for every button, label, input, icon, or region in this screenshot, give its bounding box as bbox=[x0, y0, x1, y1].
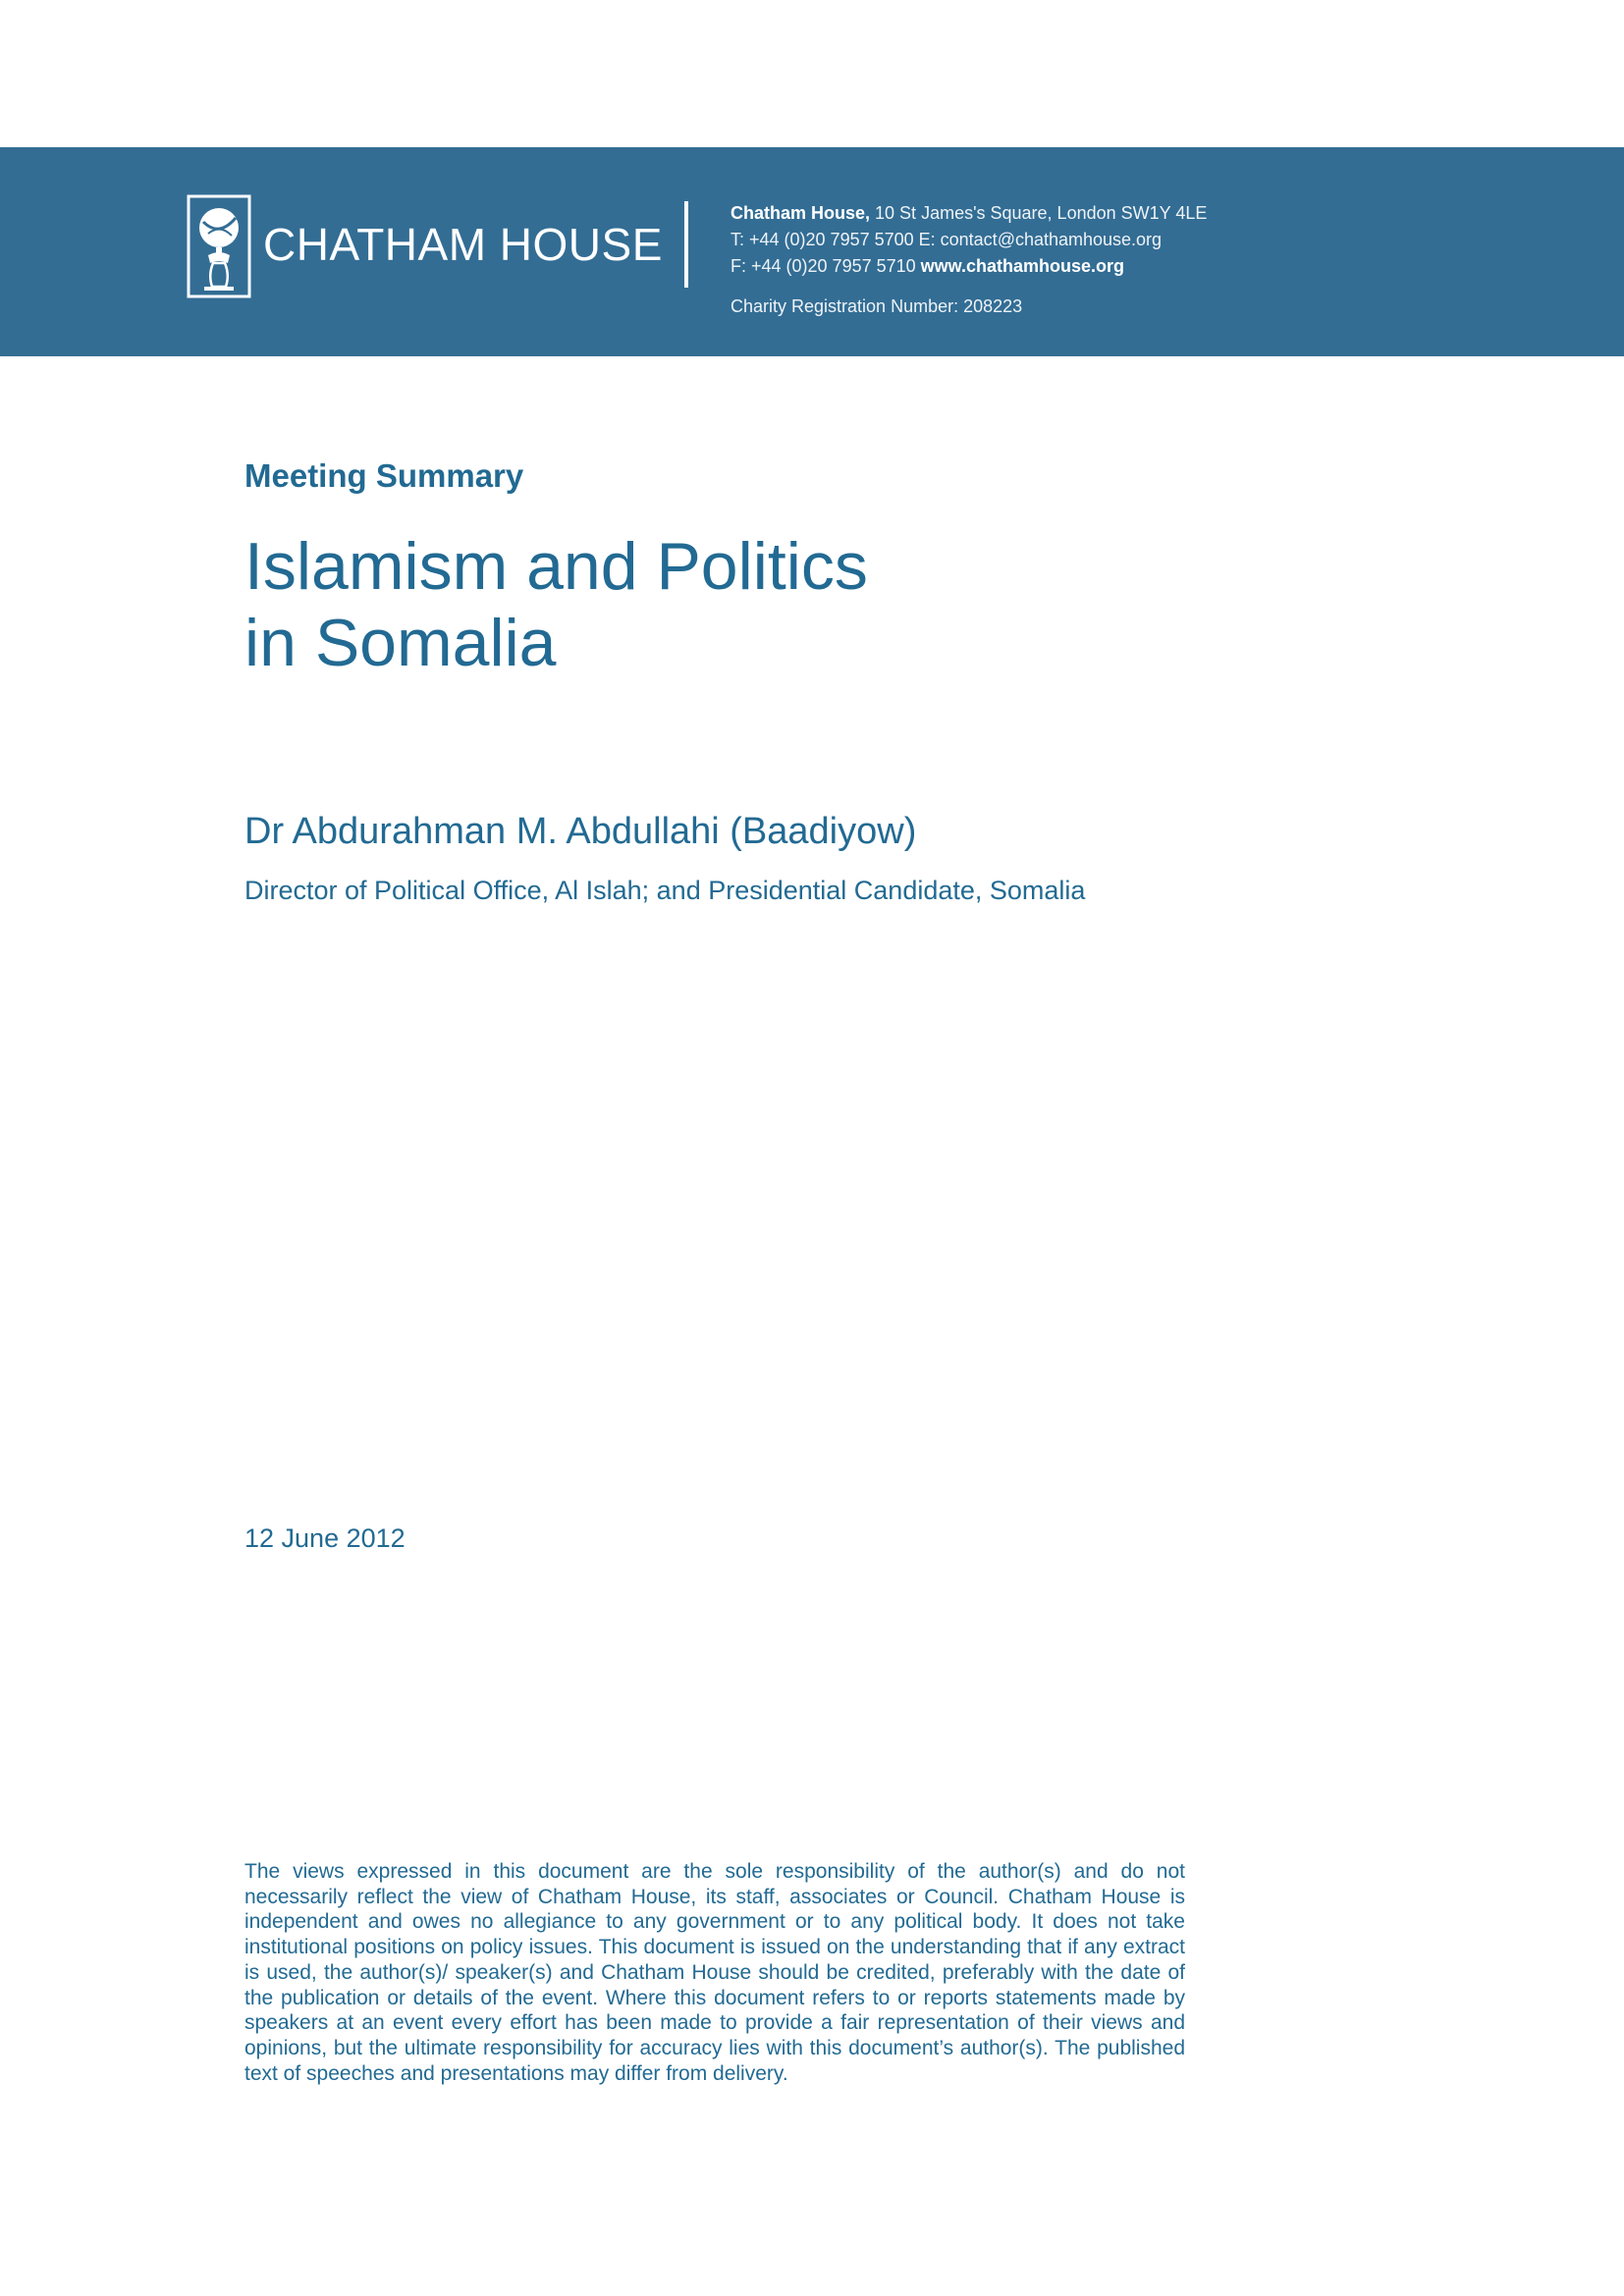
address-text: 10 St James's Square, London SW1Y 4LE bbox=[870, 203, 1208, 223]
speaker-role: Director of Political Office, Al Islah; and Presidential Candidate, Somalia bbox=[244, 876, 1086, 905]
charity-number: Charity Registration Number: 208223 bbox=[731, 296, 1023, 316]
address-line bbox=[731, 200, 1207, 227]
disclaimer-paragraph: The views expressed in this document are the sole responsibility of the author(s) and do not necessarily reflect the view of Chatham House, its staff, associates or Council. Chatham House is independent and owes no allegiance to any government or to any political body. It does not take institutional positions on policy issues. This document is issued on the understanding that if any extract is used, the author(s)/ speaker(s) and Chatham House should be credited, preferably with the date of the publication or details of the event. Where this document refers to or reports statements made by speakers at an event every effort has been made to provide a fair representation of their views and opinions, but the ultimate responsibility for accuracy lies with this document’s author(s). The published text of speeches and presentations may differ from delivery. bbox=[244, 1860, 1185, 2085]
website-link[interactable]: www.chathamhouse.org bbox=[920, 256, 1125, 276]
document-title bbox=[244, 528, 868, 681]
header-banner bbox=[0, 147, 1624, 356]
title-line-2: in Somalia bbox=[244, 606, 557, 680]
title-line-1: Islamism and Politics bbox=[244, 529, 868, 604]
phone-line: T: +44 (0)20 7957 5700 E: contact@chathamhouse.org bbox=[731, 230, 1163, 249]
logo-wordmark: CHATHAM HOUSE bbox=[263, 219, 663, 270]
meeting-date: 12 June 2012 bbox=[244, 1523, 406, 1553]
header-divider bbox=[684, 201, 688, 288]
fax-line bbox=[731, 253, 1207, 280]
org-name: Chatham House, bbox=[731, 203, 871, 223]
speaker-name: Dr Abdurahman M. Abdullahi (Baadiyow) bbox=[244, 811, 917, 852]
chatham-house-logo-icon bbox=[187, 194, 251, 298]
fax-text: F: +44 (0)20 7957 5710 bbox=[731, 256, 921, 276]
contact-block bbox=[731, 200, 1207, 320]
document-type-label: Meeting Summary bbox=[244, 457, 524, 494]
